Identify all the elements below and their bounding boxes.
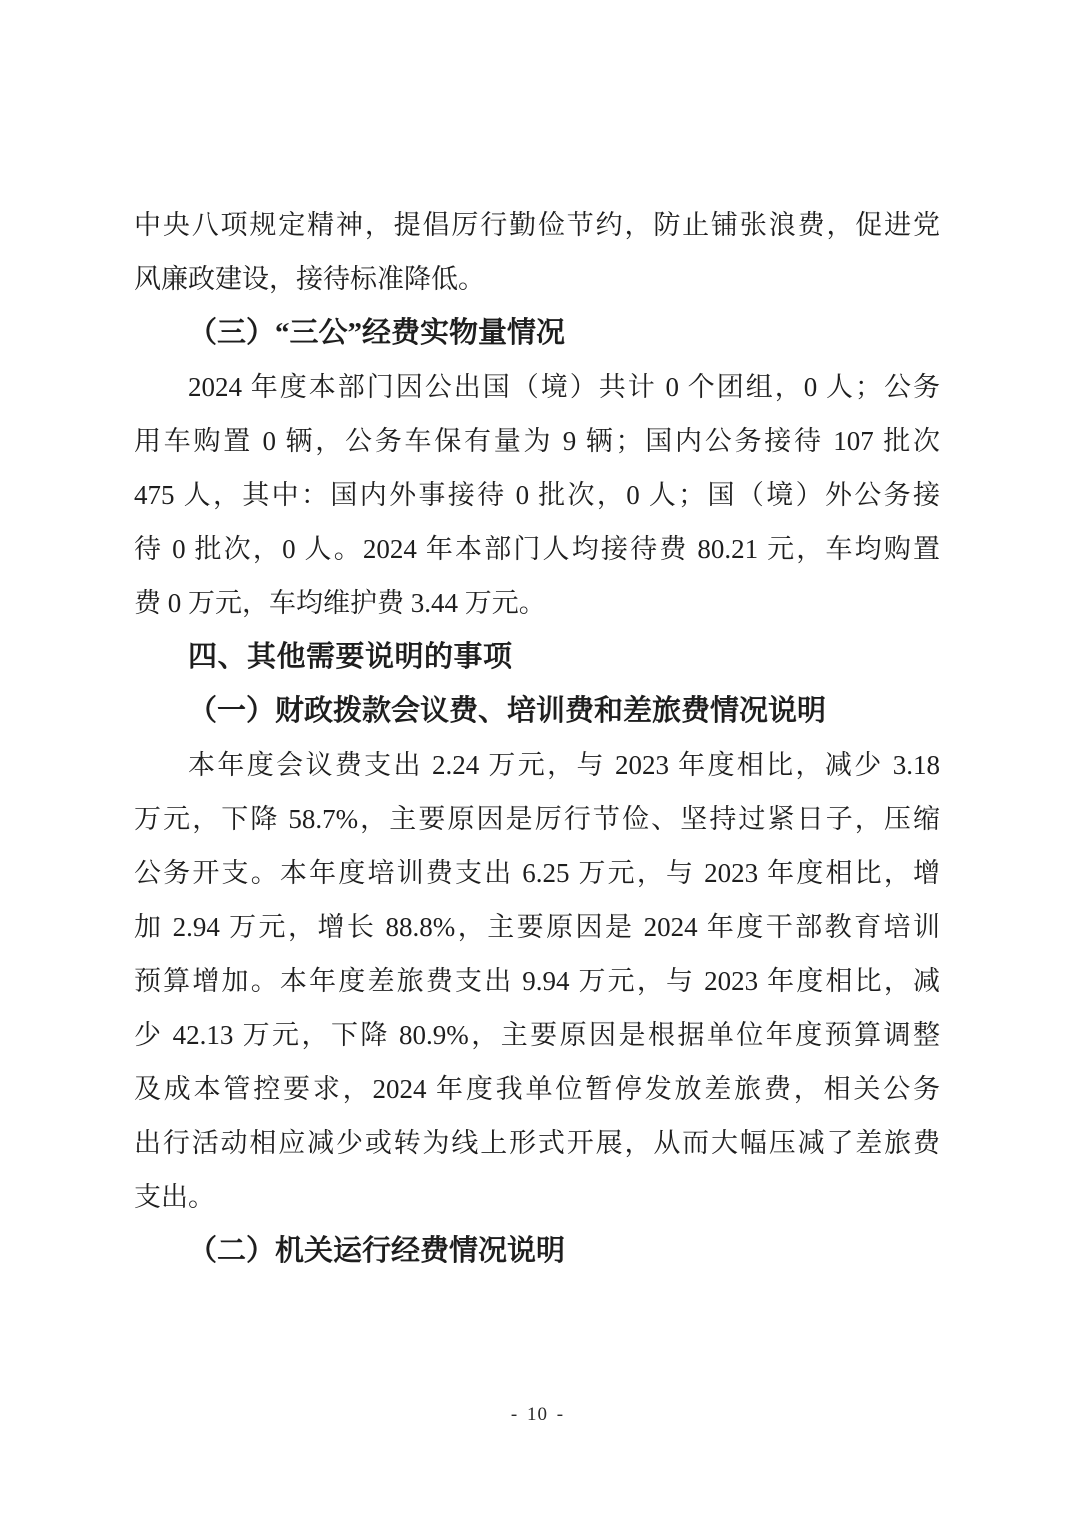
body-line-3: 2024 年度本部门因公出国（境）共计 0 个团组，0 人；公务 [188, 372, 940, 402]
body-line-2: 风廉政建设，接待标准降低。 [134, 264, 485, 294]
heading-section-3: （三）“三公”经费实物量情况 [188, 317, 566, 349]
body-line-15: 出行活动相应减少或转为线上形式开展，从而大幅压减了差旅费 [134, 1128, 940, 1158]
body-line-5: 475 人，其中：国内外事接待 0 批次，0 人；国（境）外公务接 [134, 480, 940, 510]
body-line-14: 及成本管控要求，2024 年度我单位暂停发放差旅费，相关公务 [134, 1074, 940, 1104]
body-line-12: 预算增加。本年度差旅费支出 9.94 万元，与 2023 年度相比，减 [134, 966, 940, 996]
body-line-7: 费 0 万元，车均维护费 3.44 万元。 [134, 588, 546, 618]
body-line-1: 中央八项规定精神，提倡厉行勤俭节约，防止铺张浪费，促进党 [134, 210, 940, 240]
body-line-9: 万元，下降 58.7%，主要原因是厉行节俭、坚持过紧日子，压缩 [134, 804, 940, 834]
body-line-8: 本年度会议费支出 2.24 万元，与 2023 年度相比，减少 3.18 [188, 750, 940, 780]
body-line-10: 公务开支。本年度培训费支出 6.25 万元，与 2023 年度相比，增 [134, 858, 940, 888]
body-line-6: 待 0 批次，0 人。2024 年本部门人均接待费 80.21 元，车均购置 [134, 534, 940, 564]
body-line-4: 用车购置 0 辆，公务车保有量为 9 辆；国内公务接待 107 批次 [134, 426, 940, 456]
body-line-13: 少 42.13 万元，下降 80.9%，主要原因是根据单位年度预算调整 [134, 1020, 940, 1050]
body-line-11: 加 2.94 万元，增长 88.8%，主要原因是 2024 年度干部教育培训 [134, 912, 940, 942]
body-line-16: 支出。 [134, 1182, 215, 1212]
document-body [134, 198, 940, 1278]
heading-section-4: 四、其他需要说明的事项 [188, 641, 513, 673]
page-number: - 10 - [510, 1404, 565, 1425]
heading-sub-1: （一）财政拨款会议费、培训费和差旅费情况说明 [188, 695, 827, 727]
heading-sub-2: （二）机关运行经费情况说明 [188, 1235, 566, 1267]
